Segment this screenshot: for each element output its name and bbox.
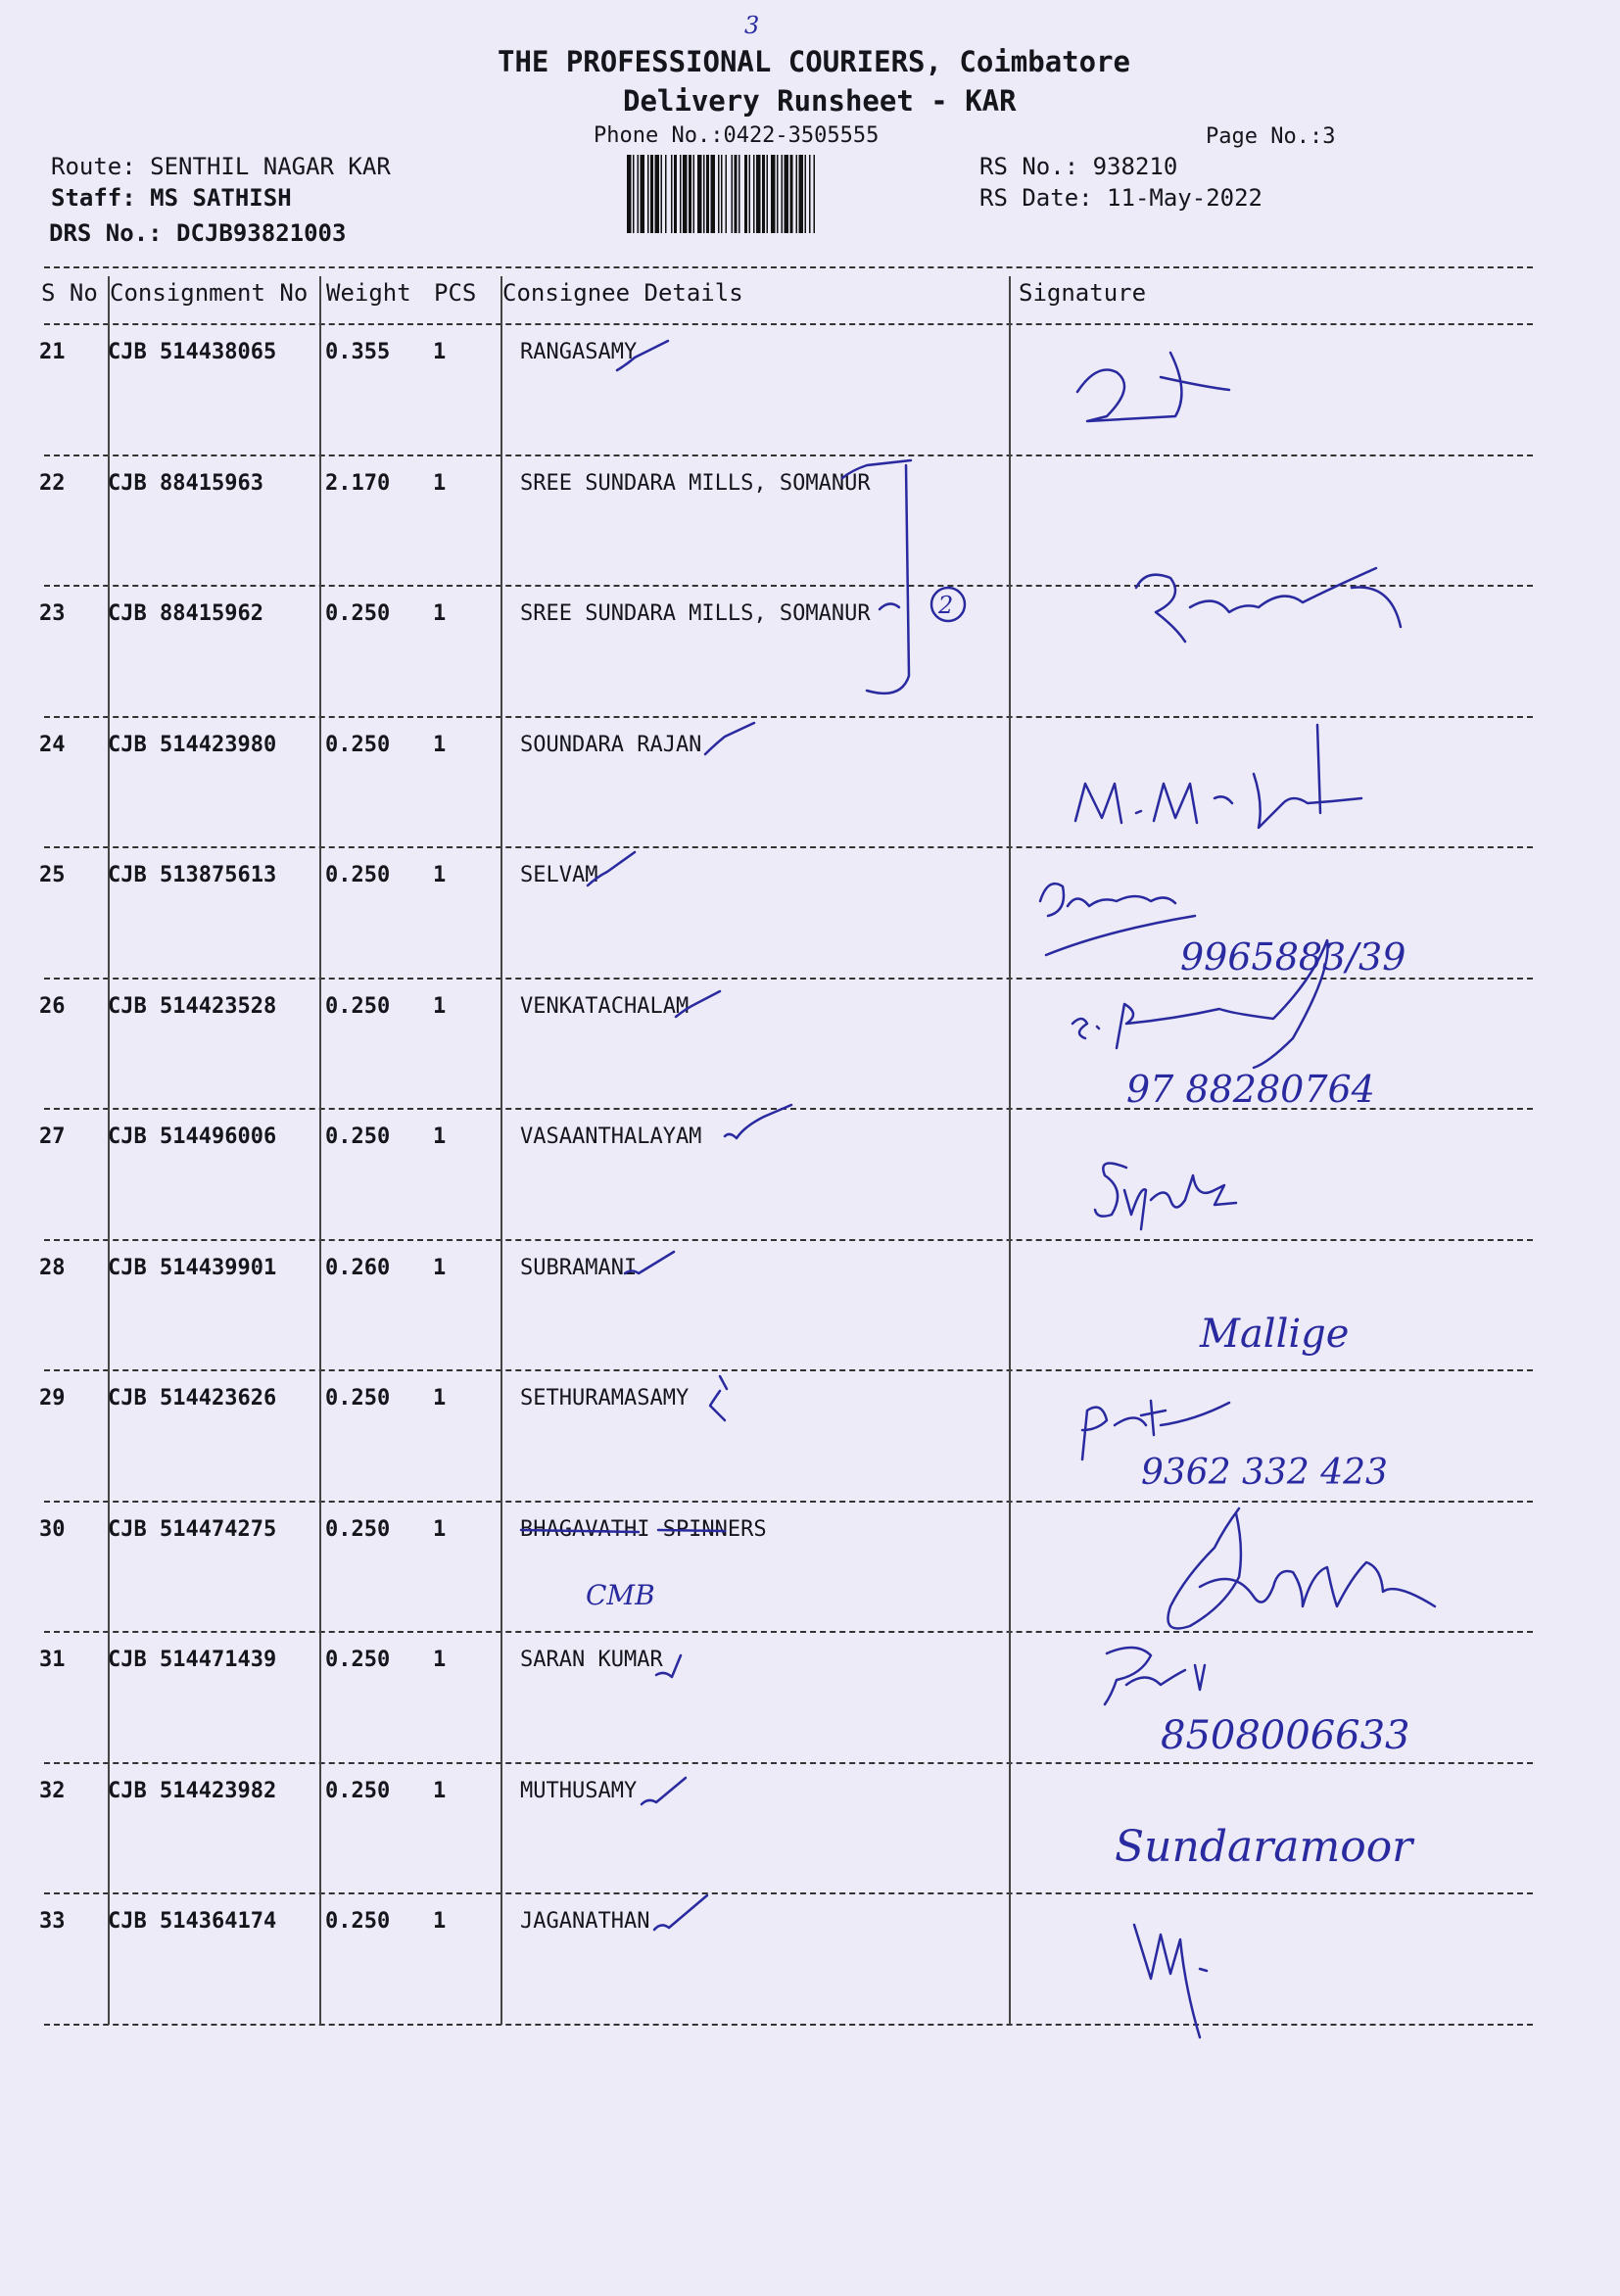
cell-pcs: 1 <box>433 1909 447 1934</box>
check-mark <box>842 460 911 478</box>
cell-weight: 0.250 <box>325 863 391 887</box>
cell-consignee: MUTHUSAMY <box>520 1778 638 1803</box>
cell-weight: 0.250 <box>325 1778 391 1803</box>
cell-weight: 0.355 <box>325 340 391 364</box>
cell-consignee: SELVAM <box>520 863 598 887</box>
cell-consignment-no: CJB 514474275 <box>108 1516 277 1542</box>
cell-pcs: 1 <box>433 1648 447 1672</box>
cell-weight: 0.250 <box>325 732 391 757</box>
strike-through <box>521 1530 725 1532</box>
cell-consignee: VASAANTHALAYAM <box>520 1124 702 1149</box>
signature-25 <box>1040 884 1195 955</box>
signature-22-23 <box>1136 568 1401 642</box>
signature-28: Mallige <box>1200 1312 1350 1357</box>
cell-consignee: RANGASAMY <box>520 340 638 364</box>
check-mark <box>656 1655 681 1677</box>
cell-pcs: 1 <box>433 1124 447 1149</box>
cell-consignment-no: CJB 514423528 <box>108 993 277 1019</box>
cell-consignment-no: CJB 88415963 <box>108 470 263 496</box>
check-mark <box>880 603 899 609</box>
col-header-weight: Weight <box>326 279 411 307</box>
signature-31 <box>1105 1648 1205 1704</box>
runsheet-title: Delivery Runsheet - KAR <box>623 84 1017 118</box>
cell-sno: 23 <box>39 601 66 626</box>
check-mark <box>654 1895 707 1930</box>
phone-number: Phone No.:0422-3505555 <box>594 123 880 148</box>
check-mark <box>676 991 720 1017</box>
cell-consignment-no: CJB 514438065 <box>108 340 277 364</box>
cell-pcs: 1 <box>433 1255 447 1280</box>
circled-note-text: 2 <box>938 592 954 619</box>
cell-consignee: JAGANATHAN <box>520 1909 650 1934</box>
cell-sno: 28 <box>39 1255 66 1280</box>
signature-29 <box>1082 1401 1229 1459</box>
phone-25: 9965883/39 <box>1180 935 1406 979</box>
signature-32: Sundaramoor <box>1115 1822 1413 1872</box>
cell-consignment-no: CJB 514423626 <box>108 1386 277 1411</box>
cell-weight: 0.250 <box>325 1124 391 1149</box>
cell-consignee: BHAGAVATHI SPINNERS <box>520 1516 767 1542</box>
col-header-consignee: Consignee Details <box>502 279 743 307</box>
cell-consignee: SARAN KUMAR <box>520 1648 663 1672</box>
signature-21 <box>1077 353 1229 421</box>
cell-sno: 26 <box>39 993 66 1019</box>
cell-sno: 22 <box>39 470 66 496</box>
rs-date: RS Date: 11-May-2022 <box>979 184 1263 212</box>
cell-consignee: SUBRAMANI <box>520 1255 638 1280</box>
cell-weight: 0.250 <box>325 1516 391 1542</box>
cell-weight: 0.250 <box>325 993 391 1019</box>
col-header-pcs: PCS <box>434 279 477 307</box>
cell-sno: 31 <box>39 1648 66 1672</box>
cell-weight: 0.250 <box>325 1909 391 1934</box>
col-header-consignment: Consignment No <box>110 279 309 307</box>
cell-pcs: 1 <box>433 1778 447 1803</box>
signature-27 <box>1095 1164 1236 1230</box>
page-number: Page No.:3 <box>1206 124 1336 149</box>
drs-number: DRS No.: DCJB93821003 <box>49 219 347 247</box>
cell-pcs: 1 <box>433 601 447 626</box>
cell-weight: 0.250 <box>325 601 391 626</box>
route: Route: SENTHIL NAGAR KAR <box>51 153 391 180</box>
cell-consignee: SREE SUNDARA MILLS, SOMANUR <box>520 470 871 496</box>
cell-consignment-no: CJB 514439901 <box>108 1255 277 1280</box>
cell-sno: 21 <box>39 340 66 364</box>
signature-30 <box>1168 1508 1436 1629</box>
cell-consignment-no: CJB 514364174 <box>108 1909 277 1934</box>
rs-number: RS No.: 938210 <box>979 153 1178 180</box>
check-mark <box>588 852 635 885</box>
cell-weight: 0.260 <box>325 1255 391 1280</box>
cell-sno: 30 <box>39 1516 66 1542</box>
cell-weight: 2.170 <box>325 470 391 496</box>
check-mark <box>625 1252 674 1273</box>
col-header-sno: S No <box>41 279 98 307</box>
cell-sno: 33 <box>39 1909 66 1934</box>
cell-pcs: 1 <box>433 470 447 496</box>
cell-consignee: SREE SUNDARA MILLS, SOMANUR <box>520 601 871 626</box>
check-mark <box>705 723 754 754</box>
cell-consignment-no: CJB 514471439 <box>108 1648 277 1672</box>
cell-sno: 29 <box>39 1386 66 1411</box>
company-name: THE PROFESSIONAL COURIERS, Coimbatore <box>498 45 1131 78</box>
col-header-signature: Signature <box>1019 279 1147 307</box>
cell-weight: 0.250 <box>325 1648 391 1672</box>
check-mark <box>725 1105 791 1138</box>
phone-31: 8508006633 <box>1161 1713 1410 1758</box>
note-30: CMB <box>586 1579 655 1611</box>
cell-pcs: 1 <box>433 1386 447 1411</box>
staff-label: Staff: <box>51 184 136 212</box>
signature-33 <box>1134 1925 1207 2037</box>
page-annotation: 3 <box>744 12 760 39</box>
cell-sno: 25 <box>39 863 66 887</box>
cell-consignment-no: CJB 513875613 <box>108 863 277 887</box>
cell-pcs: 1 <box>433 863 447 887</box>
cell-pcs: 1 <box>433 340 447 364</box>
cell-pcs: 1 <box>433 1516 447 1542</box>
check-mark <box>710 1376 727 1420</box>
cell-pcs: 1 <box>433 732 447 757</box>
cell-consignment-no: CJB 514496006 <box>108 1124 277 1149</box>
staff-name: MS SATHISH <box>150 184 292 212</box>
cell-consignee: SOUNDARA RAJAN <box>520 732 702 757</box>
phone-26: 97 88280764 <box>1126 1068 1375 1111</box>
cell-consignment-no: CJB 514423980 <box>108 732 277 757</box>
bracket <box>867 465 909 694</box>
phone-29: 9362 332 423 <box>1141 1453 1388 1493</box>
cell-sno: 24 <box>39 732 66 757</box>
cell-consignee: SETHURAMASAMY <box>520 1386 690 1411</box>
cell-sno: 27 <box>39 1124 66 1149</box>
check-mark <box>617 341 668 370</box>
check-mark <box>642 1778 686 1804</box>
signature-24 <box>1075 725 1361 828</box>
cell-consignee: VENKATACHALAM <box>520 993 690 1019</box>
cell-consignment-no: CJB 88415962 <box>108 601 263 626</box>
cell-weight: 0.250 <box>325 1386 391 1411</box>
cell-sno: 32 <box>39 1778 66 1803</box>
cell-consignment-no: CJB 514423982 <box>108 1778 277 1803</box>
cell-pcs: 1 <box>433 993 447 1019</box>
